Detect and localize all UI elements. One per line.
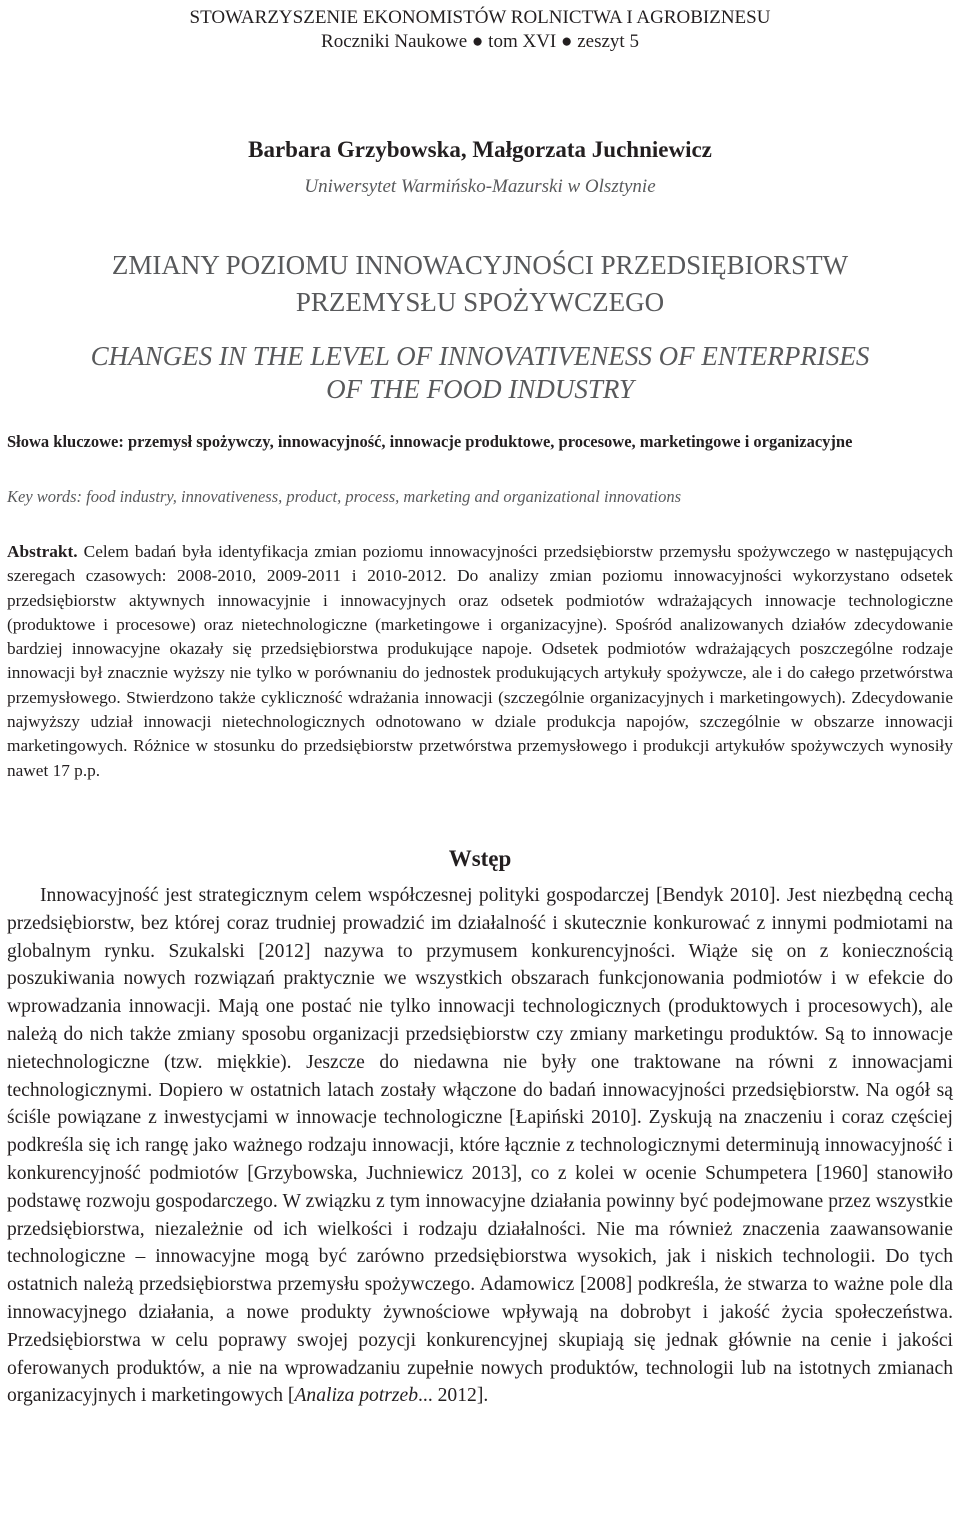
abstract-label: Abstrakt.	[7, 542, 78, 561]
abstract	[7, 540, 953, 783]
body-text: Innowacyjność jest strategicznym celem współczesnej polityki gospodarczej [Bendyk 2010]. Jest niezbędną cechą przedsiębiorstw, bez której coraz trudniej prowadzić im działalność i skutecznie konkurować z innymi podmiotami na globalnym rynku. Szukalski [2012] nazywa to przymusem konkurencyjności. Wiąże się on z koniecznością poszukiwania nowych rozwiązań praktycznie we wszystkich obszarach funkcjonowania podmiotów i w efekcie do wprowadzania innowacji. Mają one postać nie tylko innowacji technologicznych (produktowych i procesowych), ale należą do nich także zmiany sposobu organizacji przedsiębiorstw czy zmiany marketingu produktów. Są to innowacje nietechnologiczne (tzw. miękkie). Jeszcze do niedawna nie były one traktowane na równi z innowacjami technologicznymi. Dopiero w ostatnich latach zostały włączone do badań innowacyjności przedsiębiorstw. Na ogół są ściśle powiązane z inwestycjami w innowacje technologiczne [Łapiński 2010]. Zyskują na znaczeniu i coraz częściej podkreśla się ich rangę jako ważnego rodzaju innowacji, które łącznie z technologicznymi determinują innowacyjność i konkurencyjność podmiotów [Grzybowska, Juchniewicz 2013], co z kolei w ocenie Schumpetera [1960] stanowiło podstawę rozwoju gospodarczego. W związku z tym innowacyjne działania powinny być podejmowane przez wszystkie przedsiębiorstwa, niezależnie od ich wielkości i rodzaju działalności. Nie ma również znaczenia zaawansowanie technologiczne – innowacyjne mogą być zarówno przedsiębiorstwa wysokich, jak i niskich technologii. Do tych ostatnich należą przedsiębiorstwa przemysłu spożywczego. Adamowicz [2008] podkreśla, że stwarza to ważne pole dla innowacyjnego działania, a nowe produkty żywnościowe wpływają na dobrobyt i jakość życia społeczeństwa. Przedsiębiorstwa w celu poprawy swojej pozycji konkurencyjnej skupiają się jednak głównie na cenie i jakości oferowanych produktów, a nie na wprowadzaniu zupełnie nowych produktów, technologii lub na istotnych zmianach organizacyjnych i marketingowych [	[7, 885, 953, 1407]
journal-volume: Roczniki Naukowe ● tom XVI ● zeszyt 5	[321, 31, 639, 52]
citation-italic: Analiza potrzeb	[294, 1385, 419, 1407]
section-heading: Wstęp	[448, 846, 512, 871]
author-affiliation: Uniwersytet Warmińsko-Mazurski w Olsztynie	[304, 176, 656, 197]
title-english-line: CHANGES IN THE LEVEL OF INNOVATIVENESS OF ENTERPRISES	[90, 341, 870, 371]
title-english-line: OF THE FOOD INDUSTRY	[326, 374, 634, 404]
title-polish-line: PRZEMYSŁU SPOŻYWCZEGO	[295, 287, 665, 317]
keywords-english: Key words: food industry, innovativeness, product, process, marketing and organizational innovations	[7, 487, 682, 506]
article-authors: Barbara Grzybowska, Małgorzata Juchniewicz	[248, 137, 712, 162]
abstract-text: Celem badań była identyfikacja zmian poziomu innowacyjności przedsiębiorstw przemysłu spożywczego w następujących szeregach czasowych: 2008-2010, 2009-2011 i 2010-2012. Do analizy zmian poziomu innowacyjności wykorzystano odsetek przedsiębiorstw aktywnych innowacyjnie i innowacyjnych oraz odsetek podmiotów wdrażających innowacje technologiczne (produktowe i procesowe) oraz nietechnologiczne (marketingowe i organizacyjne). Spośród analizowanych działów zdecydowanie bardziej innowacyjne okazały się przedsiębiorstwa produkujące napoje. Odsetek podmiotów wdrażających poszczególne rodzaje innowacji był znacznie wyższy nie tylko w porównaniu do jednostek produkujących artykuły spożywcze, ale i do całego przetwórstwa przemysłowego. Stwierdzono także cykliczność wdrażania innowacji (szczególnie organizacyjnych i marketingowych). Zdecydowanie najwyższy udział innowacji nietechnologicznych odnotowano w dziale produkcja napojów, szczególnie w obszarze innowacji marketingowych. Różnice w stosunku do przedsiębiorstw przetwórstwa przemysłowego i produkcji artykułów spożywczych wynosiły nawet 17 p.p.	[7, 542, 953, 780]
title-english	[0, 340, 960, 406]
body-paragraph	[7, 882, 953, 1410]
journal-publisher: STOWARZYSZENIE EKONOMISTÓW ROLNICTWA I AGROBIZNESU	[189, 7, 771, 28]
keywords-polish: Słowa kluczowe: przemysł spożywczy, innowacyjność, innowacje produktowe, procesowe, marketingowe i organizacyjne	[7, 432, 853, 451]
title-polish-line: ZMIANY POZIOMU INNOWACYJNOŚCI PRZEDSIĘBIORSTW	[111, 250, 849, 280]
citation-end: ... 2012].	[418, 1385, 489, 1407]
title-polish	[0, 247, 960, 321]
